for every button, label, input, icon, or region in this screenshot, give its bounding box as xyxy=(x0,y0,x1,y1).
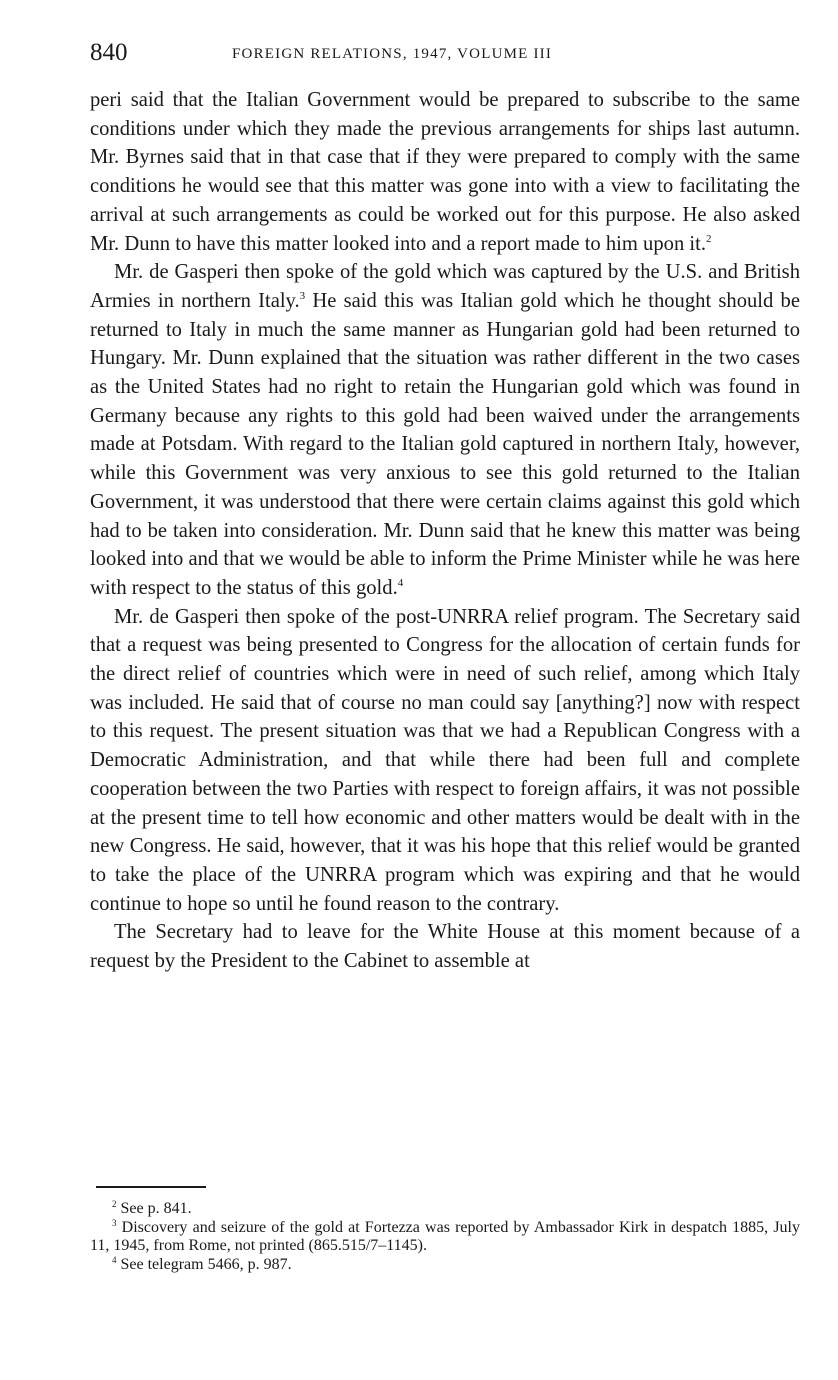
footnote-4 xyxy=(90,1256,800,1275)
footnote-ref-4: 4 xyxy=(397,576,404,589)
footnote-mark-3: 3 xyxy=(112,1217,117,1228)
paragraph-3: Mr. de Gasperi then spoke of the post-UNRRA relief program. The Secretary said that a request was being presented to Congress for the allocation of certain funds for the direct relief of countries which were in need of such relief, among which Italy was included. He said that of course no man could say [anything?] now with respect to this request. The present situation was that we had a Republican Congress with a Democratic Administration, and that while there had been full and complete cooperation between the two Parties with respect to foreign affairs, it was not possible at the present time to tell how economic and other matters would be dealt with in the new Congress. He said, however, that it was his hope that this relief would be granted to take the place of the UNRRA program which was expiring and that he would continue to hope so until he found reason to the contrary. xyxy=(90,605,800,915)
page-number: 840 xyxy=(90,39,128,66)
footnote-mark-2: 2 xyxy=(112,1199,117,1209)
paragraph-2 xyxy=(90,258,800,602)
footnote-divider xyxy=(96,1186,206,1188)
paragraph-1-text: peri said that the Italian Government would be prepared to subscribe to the same conditions under which they made the previous arrangements for ships last autumn. Mr. Byrnes said that in that case that if they were prepared to comply with the same conditions he would see that this matter was gone into with a view to facilitating the arrival at such arrangements as could be worked out for this purpose. He also asked Mr. Dunn to have this matter looked into and a report made to him upon it. xyxy=(90,89,800,255)
page-header xyxy=(90,38,800,72)
footnote-3 xyxy=(90,1219,800,1256)
paragraph-2-text-b: He said this was Italian gold which he thought should be returned to Italy in much the same manner as Hungarian gold had been returned to Hungary. Mr. Dunn explained that the situation was rather different in the two cases as the United States had no right to retain the Hungarian gold which was found in Germany because any rights to this gold had been waived under the arrangements made at Potsdam. With regard to the Italian gold captured in northern Italy, however, while this Government was very anxious to see this gold returned to the Italian Government, it was understood that there were certain claims against this gold which had to be taken into consideration. Mr. Dunn said that he knew this matter was being looked into and that we would be able to inform the Prime Minister while he was here with respect to the status of this gold. xyxy=(90,289,800,599)
paragraph-4: The Secretary had to leave for the White House at this moment because of a request by the President to the Cabinet to assemble at xyxy=(90,921,800,973)
paragraph-1 xyxy=(90,86,800,258)
footnote-mark-4: 4 xyxy=(112,1254,117,1265)
footnote-3-text: Discovery and seizure of the gold at Fortezza was reported by Ambassador Kirk in despatch 1885, July 11, 1945, from Rome, not printed (865.515/7–1145). xyxy=(90,1218,801,1254)
body-text xyxy=(90,86,800,976)
running-head: FOREIGN RELATIONS, 1947, VOLUME III xyxy=(232,46,553,62)
footnote-2 xyxy=(90,1200,800,1219)
footnote-4-text: See telegram 5466, p. 987. xyxy=(120,1255,292,1273)
footnote-ref-2: 2 xyxy=(705,232,712,245)
footnotes xyxy=(90,1200,800,1274)
footnote-ref-3: 3 xyxy=(299,289,306,302)
paragraph-2-text-a: Mr. de Gasperi then spoke of the gold which was captured by the U.S. and British Armies in northern Italy. xyxy=(90,261,800,312)
footnote-2-text: See p. 841. xyxy=(120,1200,192,1217)
